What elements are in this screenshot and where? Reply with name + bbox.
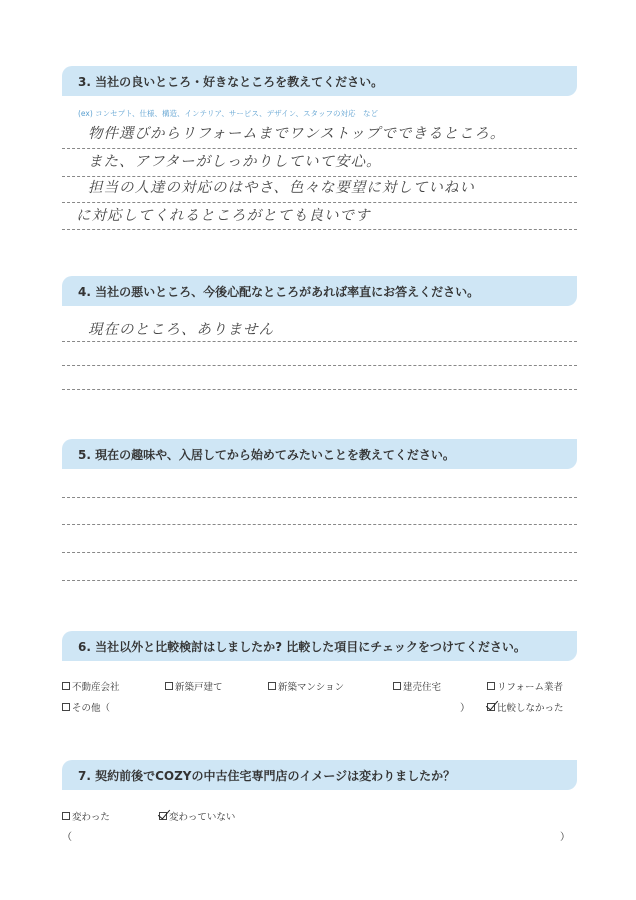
option-reform-company[interactable]: リフォーム業者: [487, 679, 563, 693]
checkbox[interactable]: [268, 682, 276, 690]
q3-answer-line-3: 担当の人達の対応のはやさ、色々な要望に対していねい: [88, 180, 475, 196]
option-not-changed[interactable]: 変わっていない: [159, 809, 235, 823]
checkbox-checked[interactable]: [159, 812, 167, 820]
q3-answer-line-4: に対応してくれるところがとても良いです: [76, 208, 371, 224]
option-no-comparison[interactable]: 比較しなかった: [487, 700, 564, 714]
option-changed[interactable]: 変わった: [62, 809, 110, 823]
question-4-header: [62, 276, 577, 306]
answer-line: [62, 552, 577, 553]
question-7-header: [62, 760, 577, 790]
question-6-header: [62, 631, 577, 661]
answer-line: [62, 202, 577, 203]
option-new-house[interactable]: 新築戸建て: [165, 679, 223, 693]
question-3-header: [62, 66, 577, 96]
checkbox[interactable]: [62, 682, 70, 690]
question-6-title: 6. 当社以外と比較検討はしましたか? 比較した項目にチェックをつけてください。: [78, 639, 526, 654]
q3-answer-line-2: また、アフターがしっかりしていて安心。: [88, 154, 382, 170]
answer-line: [62, 229, 577, 230]
answer-line: [62, 148, 577, 149]
q3-answer-line-1: 物件選びからリフォームまでワンストップでできるところ。: [88, 126, 506, 142]
close-paren: ）: [560, 832, 570, 843]
answer-line: [62, 580, 577, 581]
answer-line: [62, 497, 577, 498]
checkbox[interactable]: [165, 682, 173, 690]
question-5-header: [62, 439, 577, 469]
option-real-estate[interactable]: 不動産会社: [62, 679, 120, 693]
question-3-example: (ex) コンセプト、仕様、構造、インテリア、サービス、デザイン、スタッフの対応 など: [78, 109, 378, 118]
answer-line: [62, 389, 577, 390]
option-new-condo[interactable]: 新築マンション: [268, 679, 344, 693]
option-other[interactable]: その他（: [62, 700, 110, 714]
checkbox[interactable]: [62, 703, 70, 711]
checkbox[interactable]: [62, 812, 70, 820]
question-4-title: 4. 当社の悪いところ、今後心配なところがあれば率直にお答えください。: [78, 284, 480, 299]
close-paren: ）: [460, 703, 470, 714]
answer-line: [62, 524, 577, 525]
option-built-for-sale[interactable]: 建売住宅: [393, 679, 441, 693]
question-7-title: 7. 契約前後でCOZYの中古住宅専門店のイメージは変わりましたか？: [78, 768, 456, 783]
checkbox[interactable]: [393, 682, 401, 690]
checkbox-checked[interactable]: [487, 703, 495, 711]
question-5-title: 5. 現在の趣味や、入居してから始めてみたいことを教えてください。: [78, 447, 455, 462]
checkbox[interactable]: [487, 682, 495, 690]
answer-line: [62, 365, 577, 366]
answer-line: [62, 341, 577, 342]
q4-answer-line-1: 現在のところ、ありません: [88, 322, 274, 338]
open-paren: （: [62, 832, 72, 843]
question-3-title: 3. 当社の良いところ・好きなところを教えてください。: [78, 74, 384, 89]
